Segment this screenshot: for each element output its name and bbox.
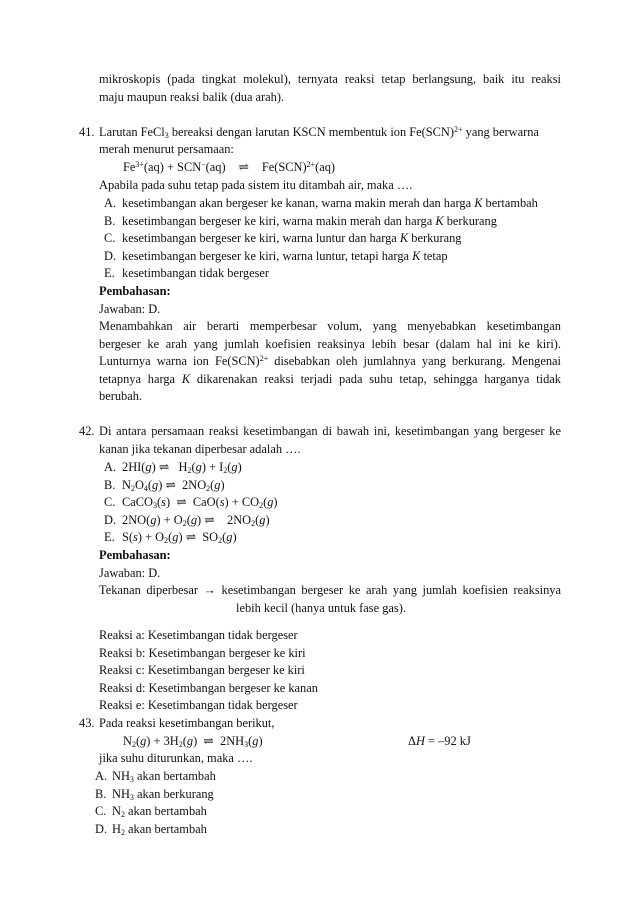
option-equation: 2HI(g) ⇌ $H_2(g) + I_2(g)$ (122, 460, 242, 475)
question-42-reaction-e: Reaksi e: Kesetimbangan tidak bergeser (99, 698, 298, 713)
question-42-explanation-line-2: lebih kecil (hanya untuk fase gas). (236, 601, 406, 615)
option-letter: B. (104, 213, 116, 228)
question-43-option-c (95, 803, 207, 820)
option-letter: C. (95, 804, 107, 819)
question-42-reaction-b: Reaksi b: Kesetimbangan bergeser ke kiri (99, 645, 306, 660)
question-42-reaction-d: Reaksi d: Kesetimbangan bergeser ke kanan (99, 680, 318, 695)
question-41-option-e (104, 265, 269, 282)
option-equation: CaCO$_3$(s) ⇌ $CaO(s) + CO_2(g)$ (122, 495, 278, 511)
question-41-explanation-line-3: Lunturnya warna ion Fe(SCN)$^{2+}$ disebabkan oleh jumlahnya yang berkurang. Mengenai (99, 354, 561, 368)
option-text: $N_2$ akan bertambah (112, 804, 207, 820)
question-41-explanation-line-5: berubah. (99, 389, 143, 403)
option-letter: B. (104, 477, 116, 492)
question-43-number: 43. (79, 716, 95, 730)
question-43-equation: $N_2(g) + 3H_2(g)$ ⇌ $2NH_3(g)$ (123, 734, 263, 749)
question-43-stem-line-1: Pada reaksi kesetimbangan berikut, (99, 716, 275, 730)
question-42-option-d (104, 512, 270, 529)
option-letter: D. (95, 821, 108, 836)
question-41-pembahasan-label: Pembahasan: (99, 284, 171, 298)
question-41-option-c (104, 230, 461, 247)
question-42-reaction-c: Reaksi c: Kesetimbangan bergeser ke kiri (99, 663, 305, 678)
intro-line-1: mikroskopis (pada tingkat molekul), ternyata reaksi tetap berlangsung, baik itu reaksi (99, 72, 561, 86)
question-42-jawaban: Jawaban: D. (99, 566, 161, 580)
option-letter: A. (95, 769, 108, 783)
option-k-symbol: K (399, 231, 409, 246)
question-42-stem-line-1: Di antara persamaan reaksi kesetimbangan di bawah ini, kesetimbangan yang bergeser ke (99, 424, 561, 438)
question-41-question: Apabila pada suhu tetap pada sistem itu ditambah air, maka …. (99, 178, 413, 192)
option-letter: A. (104, 460, 117, 474)
option-equation: $N_2O_4(g)$ ⇌ $2NO_2(g)$ (122, 477, 225, 493)
question-41-stem-line-1: Larutan FeCl$_3$ bereaksi dengan larutan KSCN membentuk ion Fe(SCN)$^{2+}$ yang berwarna (99, 125, 539, 140)
option-text: $NH_3$ akan berkurang (112, 786, 214, 802)
question-41-explanation-line-4: tetapnya harga K dikarenakan reaksi terjadi pada suhu tetap, sehingga harganya tidak (99, 372, 561, 386)
option-text-tail: bertambah (482, 196, 538, 210)
option-letter: D. (104, 512, 117, 527)
option-equation: $S(s) + O_2(g)$ ⇌ $SO_2(g)$ (122, 530, 237, 546)
question-42-pembahasan-label: Pembahasan: (99, 548, 171, 562)
option-text: kesetimbangan bergeser ke kiri, warna makin merah dan harga (122, 213, 436, 228)
option-equation: $2NO(g) + O_2(g)$ ⇌ $2NO_2(g)$ (122, 512, 270, 528)
option-k-symbol: K (412, 248, 421, 263)
question-41-explanation-line-1: Menambahkan air berarti memperbesar volum, yang menyebabkan kesetimbangan (99, 319, 561, 333)
option-letter: E. (104, 530, 115, 545)
option-k-symbol: K (435, 213, 444, 228)
question-41-option-a (104, 195, 538, 212)
question-42-reaction-a: Reaksi a: Kesetimbangan tidak bergeser (99, 628, 298, 642)
option-text-tail: berkurang (443, 213, 497, 228)
question-43-option-a (95, 768, 216, 785)
option-text: kesetimbangan bergeser ke kiri, warna luntur, tetapi harga (122, 248, 413, 263)
option-text: kesetimbangan bergeser ke kiri, warna luntur dan harga (122, 231, 400, 246)
question-41-number: 41. (79, 125, 95, 139)
question-42-explanation-line-1: Tekanan diperbesar → kesetimbangan bergeser ke arah yang jumlah koefisien reaksinya (99, 583, 561, 597)
option-letter: C. (104, 231, 116, 246)
question-41-equation: $Fe^{3+}(aq) + SCN^-(aq)$ ⇌ Fe(SCN)$^{2+}$(aq) (123, 160, 336, 174)
option-letter: D. (104, 248, 117, 263)
question-43-enthalpy: ΔH = –92 kJ (408, 734, 471, 748)
question-41-jawaban: Jawaban: D. (99, 302, 161, 316)
question-43-option-d (95, 821, 207, 838)
question-41-explanation-line-2: bergeser ke arah yang jumlah koefisien reaksinya lebih besar (dalam hal ini ke kiri). (99, 337, 561, 351)
question-41-option-d (104, 248, 448, 265)
question-42-stem-line-2: kanan jika tekanan diperbesar adalah …. (99, 442, 301, 456)
question-42-option-e (104, 529, 237, 546)
question-41-option-b (104, 213, 497, 230)
option-letter: A. (104, 196, 117, 210)
option-text: $H_2$ akan bertambah (112, 821, 207, 837)
question-42-option-c (104, 494, 278, 511)
question-42-option-b (104, 477, 225, 494)
intro-line-2: maju maupun reaksi balik (dua arah). (99, 90, 285, 104)
option-text-tail: berkurang (408, 231, 462, 246)
question-43-option-b (95, 786, 214, 803)
question-42-option-a (104, 459, 242, 476)
option-text: kesetimbangan akan bergeser ke kanan, warna makin merah dan harga (122, 196, 475, 210)
option-text: kesetimbangan tidak bergeser (122, 266, 270, 281)
option-text: $NH_3$ akan bertambah (112, 769, 216, 784)
option-letter: E. (104, 266, 115, 281)
question-43-stem-line-2: jika suhu diturunkan, maka …. (99, 751, 253, 765)
option-k-symbol: K (474, 196, 483, 210)
option-letter: B. (95, 786, 107, 801)
option-letter: C. (104, 495, 116, 510)
question-42-number: 42. (79, 424, 95, 438)
question-41-stem-line-2: merah menurut persamaan: (99, 142, 234, 156)
option-text-tail: tetap (420, 248, 448, 263)
